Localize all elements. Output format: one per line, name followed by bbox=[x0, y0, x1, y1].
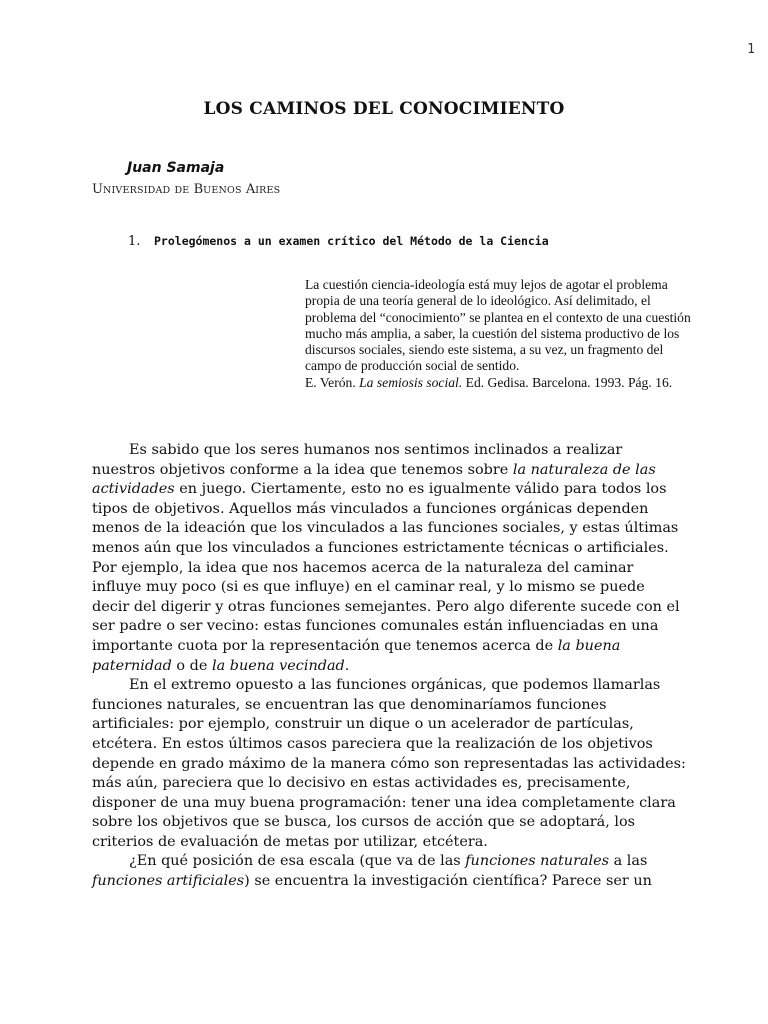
epigraph-text: La cuestión ciencia-ideología está muy lejos de agotar el problema propia de una teoría general de lo ideológico. Así delimitado, el problema del “conocimiento” se plantea en el contexto de una cuestión mucho más amplia, a saber, la cuestión del sistema productivo de los discursos sociales, siendo este sistema, a su vez, un fragmento del campo de producción social de sentido. bbox=[305, 277, 691, 374]
affiliation-rest-4: IRES bbox=[255, 185, 281, 196]
paragraph-1-text-c: o de bbox=[171, 657, 212, 674]
section-heading: Prolegómenos a un examen crítico del Método de la Ciencia bbox=[154, 234, 549, 248]
section-number: 1. bbox=[128, 234, 141, 249]
affiliation-rest-3: UENOS bbox=[203, 185, 242, 196]
paragraph-3-emphasis-b: funciones artificiales bbox=[92, 873, 245, 890]
body-text bbox=[92, 441, 686, 892]
paragraph-2: En el extremo opuesto a las funciones orgánicas, que podemos llamarlas funciones naturales, se encuentran las que denominaríamos funciones artificiales: por ejemplo, construir un dique o un acelerador de partículas, etcétera. En estos últimos casos pareciera que la realización de los objetivos depende en grado máximo de la manera cómo son representadas las actividades: más aún, pareciera que lo decisivo en estas actividades es, precisamente, disponer de una muy buena programación: tener una idea completamente clara sobre los objetivos que se busca, los cursos de acción que se adoptará, los criterios de evaluación de metas por utilizar, etcétera. bbox=[92, 677, 686, 850]
affiliation-rest-1: NIVERSIDAD bbox=[102, 185, 171, 196]
epigraph-quote bbox=[305, 277, 695, 391]
paragraph-3-text-c: ) se encuentra la investigación científica? Parece ser un bbox=[244, 873, 652, 890]
paragraph-1-emphasis-c: la buena vecindad bbox=[211, 657, 345, 674]
paragraph-1 bbox=[92, 441, 686, 676]
epigraph-source-details: Ed. Gedisa. Barcelona. 1993. Pág. 16. bbox=[465, 374, 673, 390]
affiliation-initial-3: B bbox=[193, 182, 204, 197]
paragraph-1-text-d: . bbox=[344, 657, 350, 674]
paragraph-3-text-b: a las bbox=[609, 853, 648, 870]
author-affiliation bbox=[92, 182, 280, 197]
affiliation-word-2: DE bbox=[174, 185, 190, 196]
paragraph-1-emphasis-b: la buena paternidad bbox=[92, 637, 621, 674]
affiliation-initial-1: U bbox=[92, 182, 103, 197]
affiliation-initial-4: A bbox=[245, 182, 256, 197]
epigraph-source-title: La semiosis social. bbox=[359, 374, 463, 390]
page-number: 1 bbox=[747, 42, 755, 57]
document-title: LOS CAMINOS DEL CONOCIMIENTO bbox=[203, 99, 565, 119]
paragraph-3 bbox=[92, 852, 686, 891]
paragraph-3-text-a: ¿En qué posición de esa escala (que va de las bbox=[129, 853, 466, 870]
author-name: Juan Samaja bbox=[127, 160, 225, 176]
paragraph-1-emphasis-a: la naturaleza de las actividades bbox=[92, 461, 656, 498]
paragraph-3-emphasis-a: funciones naturales bbox=[465, 853, 610, 870]
paragraph-1-text-a: Es sabido que los seres humanos nos sentimos inclinados a realizar nuestros objetivos conforme a la idea que tenemos sobre bbox=[92, 442, 623, 478]
paragraph-1-text-b: en juego. Ciertamente, esto no es igualmente válido para todos los tipos de objetivos. Aquellos más vinculados a funciones orgánicas dependen menos de la ideación que los vinculados a las funciones sociales, y estas últimas menos aún que los vinculados a funciones estrictamente técnicas o artificiales. Por ejemplo, la idea que nos hacemos acerca de la naturaleza del caminar influye muy poco (si es que influye) en el caminar real, y lo mismo se puede decir del digerir y otras funciones semejantes. Pero algo diferente sucede con el ser padre o ser vecino: estas funciones comunales están influenciadas en una importante cuota por la representación que tenemos acerca de bbox=[92, 481, 680, 654]
epigraph-source bbox=[305, 375, 695, 391]
epigraph-source-author: E. Verón. bbox=[305, 374, 356, 390]
